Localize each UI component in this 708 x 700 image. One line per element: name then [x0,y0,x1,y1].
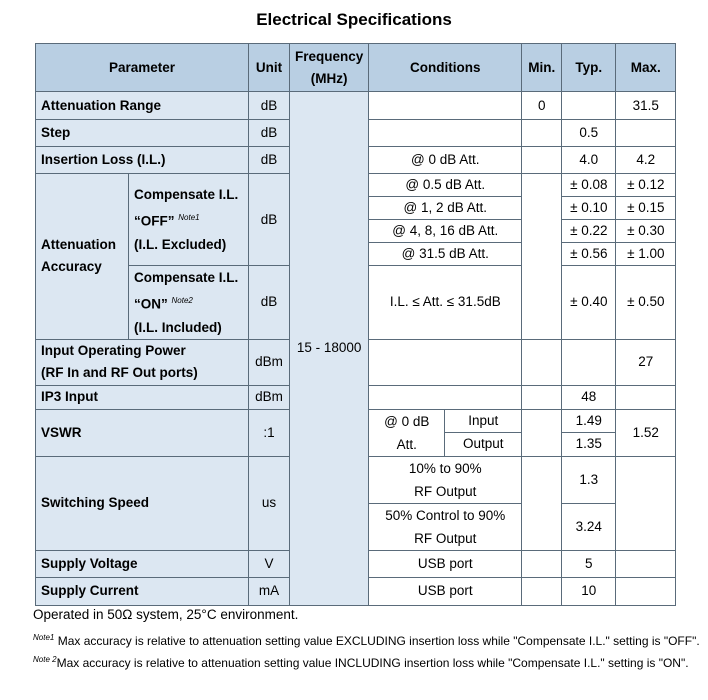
footnote-2: $^{Note 2}$Max accuracy is relative to attenuation setting value INCLUDING insertion loss while "Compensate I.L." setting is "ON". [33,655,689,670]
compensate-on-label: Compensate I.L. “ON” $^{Note2}$ (I.L. Included) [129,266,249,340]
table-row: Output 1.35 [36,433,676,457]
table-row: 50% Control to 90% RF Output 3.24 [36,503,676,550]
table-row: Switching Speed us 10% to 90% RF Output 1.3 [36,456,676,503]
page-title: Electrical Specifications [256,10,452,29]
table-row: @ 31.5 dB Att. ± 0.56 ± 1.00 [36,243,676,266]
compensate-off-label: Compensate I.L. “OFF” $^{Note1}$ (I.L. Excluded) [129,174,249,266]
table-row: Attenuation Accuracy Compensate I.L. “OFF” $^{Note1}$ (I.L. Excluded) dB @ 0.5 dB Att. ± 0.08 ± 0.12 [36,174,676,197]
table-row: Supply Current mA USB port 10 [36,577,676,605]
table-row: Supply Voltage V USB port 5 [36,550,676,577]
table-row: Step dB 0.5 [36,120,676,147]
electrical-spec-table [35,43,676,606]
attenuation-accuracy-label: Attenuation Accuracy [36,174,129,340]
header-min: Min. [522,44,562,92]
header-row [36,44,676,92]
header-max: Max. [616,44,676,92]
header-frequency: Frequency (MHz) [290,44,369,92]
table-row: Insertion Loss (I.L.) dB @ 0 dB Att. 4.0 4.2 [36,147,676,174]
switching-condition-1: 10% to 90% RF Output [369,456,522,503]
frequency-range: 15 - 18000 [290,92,369,606]
table-row: VSWR :1 @ 0 dB Att. Input 1.49 1.52 [36,409,676,433]
header-conditions: Conditions [369,44,522,92]
table-row: Input Operating Power (RF In and RF Out ports) dBm 27 [36,339,676,385]
operating-conditions-note: Operated in 50Ω system, 25°C environment. [33,607,299,622]
table-row: @ 1, 2 dB Att. ± 0.10 ± 0.15 [36,197,676,220]
table-row: Attenuation Range dB 15 - 18000 0 31.5 [36,92,676,120]
footnote-1: $^{Note1}$ Max accuracy is relative to attenuation setting value EXCLUDING insertion loss while "Compensate I.L." setting is "OFF". [33,633,700,648]
table-row: @ 4, 8, 16 dB Att. ± 0.22 ± 0.30 [36,220,676,243]
input-power-label: Input Operating Power (RF In and RF Out ports) [36,339,249,385]
table-row: IP3 Input dBm 48 [36,385,676,409]
header-unit: Unit [249,44,290,92]
table-row: Compensate I.L. “ON” $^{Note2}$ (I.L. Included) dB I.L. ≤ Att. ≤ 31.5dB ± 0.40 ± 0.50 [36,266,676,340]
switching-condition-2: 50% Control to 90% RF Output [369,503,522,550]
header-parameter: Parameter [36,44,249,92]
vswr-condition: @ 0 dB Att. [369,409,445,456]
header-typ: Typ. [562,44,616,92]
